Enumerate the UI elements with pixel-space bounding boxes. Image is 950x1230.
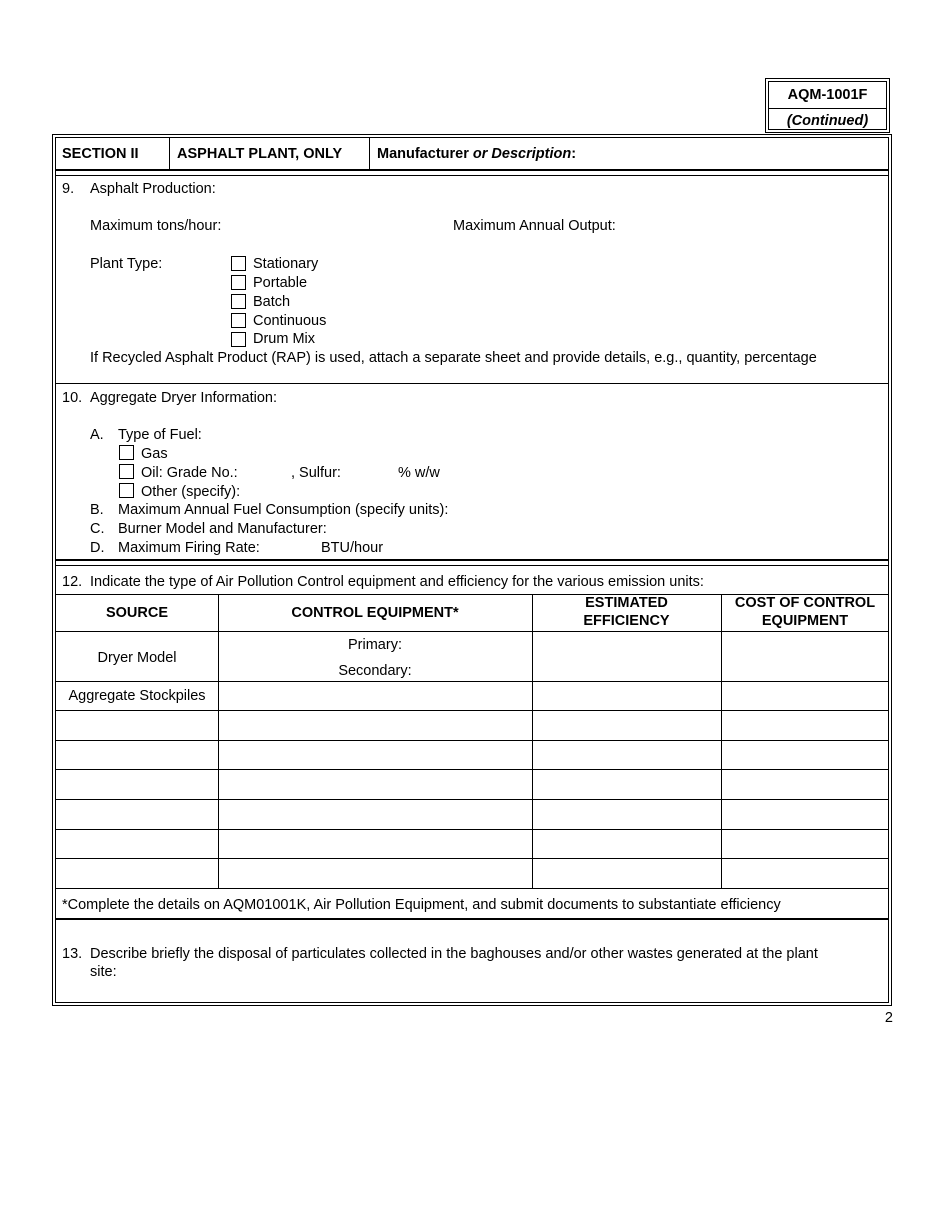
q12-title: Indicate the type of Air Pollution Control equipment and efficiency for the various emission units:	[90, 574, 704, 590]
plant-type-label: Plant Type:	[90, 256, 163, 272]
table-footnote: *Complete the details on AQM01001K, Air Pollution Equipment, and submit documents to substantiate efficiency	[62, 897, 781, 913]
q10-c-letter: C.	[90, 521, 105, 537]
q12-number: 12.	[62, 574, 83, 590]
control-primary[interactable]: Primary:	[348, 637, 402, 653]
manufacturer-text: Manufacturer	[377, 146, 469, 162]
manufacturer-label[interactable]: Manufacturer or Description:	[377, 146, 577, 162]
form-frame	[52, 134, 892, 1006]
option-portable: Portable	[253, 275, 308, 291]
q10-d-letter: D.	[90, 540, 105, 556]
option-continuous: Continuous	[253, 313, 327, 329]
form-id-box	[765, 78, 890, 133]
q10-title: Aggregate Dryer Information:	[90, 390, 277, 406]
checkbox-batch[interactable]	[231, 294, 246, 309]
q13-line1[interactable]: Describe briefly the disposal of particulates collected in the baghouses and/or other wastes generated at the plant	[90, 946, 818, 962]
fuel-gas: Gas	[141, 446, 168, 462]
manufacturer-or-description: or Description	[472, 146, 572, 162]
burner-model-label[interactable]: Burner Model and Manufacturer:	[118, 521, 327, 537]
section-label: SECTION II	[62, 146, 139, 162]
checkbox-continuous[interactable]	[231, 313, 246, 328]
option-drum-mix: Drum Mix	[253, 331, 316, 347]
section-title: ASPHALT PLANT, ONLY	[177, 146, 343, 162]
rap-note: If Recycled Asphalt Product (RAP) is used, attach a separate sheet and provide details, e.g., quantity, percentage	[90, 350, 817, 366]
checkbox-gas[interactable]	[119, 445, 134, 460]
source-aggregate-stockpiles: Aggregate Stockpiles	[68, 688, 206, 704]
form-code: AQM-1001F	[769, 82, 886, 109]
fuel-type-label: Type of Fuel:	[118, 427, 202, 443]
page-number: 2	[884, 1010, 893, 1026]
checkbox-other-fuel[interactable]	[119, 483, 134, 498]
fuel-other[interactable]: Other (specify):	[141, 484, 241, 500]
q9-number: 9.	[62, 181, 75, 197]
checkbox-oil[interactable]	[119, 464, 134, 479]
col-control-equipment: CONTROL EQUIPMENT*	[291, 605, 459, 621]
annual-fuel-consumption-label[interactable]: Maximum Annual Fuel Consumption (specify units):	[118, 502, 449, 518]
max-tons-label[interactable]: Maximum tons/hour:	[90, 218, 222, 234]
checkbox-stationary[interactable]	[231, 256, 246, 271]
col-source: SOURCE	[105, 605, 169, 621]
fuel-sulfur[interactable]: , Sulfur:	[291, 465, 341, 481]
fuel-oil-grade[interactable]: Oil: Grade No.:	[141, 465, 238, 481]
option-batch: Batch	[253, 294, 291, 310]
option-stationary: Stationary	[253, 256, 319, 272]
col-cost-of-control: COST OF CONTROL EQUIPMENT	[734, 595, 876, 629]
q9-title: Asphalt Production:	[90, 181, 216, 197]
checkbox-drum-mix[interactable]	[231, 332, 246, 347]
q13-number: 13.	[62, 946, 83, 962]
continued-label: (Continued)	[786, 113, 869, 129]
q10-b-letter: B.	[90, 502, 104, 518]
firing-rate-unit: BTU/hour	[321, 540, 384, 556]
source-dryer-model: Dryer Model	[97, 650, 177, 666]
checkbox-portable[interactable]	[231, 275, 246, 290]
q13-line2: site:	[90, 964, 117, 980]
max-firing-rate-label[interactable]: Maximum Firing Rate:	[118, 540, 260, 556]
q10-a-letter: A.	[90, 427, 104, 443]
max-annual-output-label[interactable]: Maximum Annual Output:	[453, 218, 616, 234]
q10-number: 10.	[62, 390, 83, 406]
control-secondary[interactable]: Secondary:	[338, 663, 412, 679]
fuel-percent-ww: % w/w	[398, 465, 440, 481]
col-estimated-efficiency: ESTIMATED EFFICIENCY	[583, 595, 670, 629]
